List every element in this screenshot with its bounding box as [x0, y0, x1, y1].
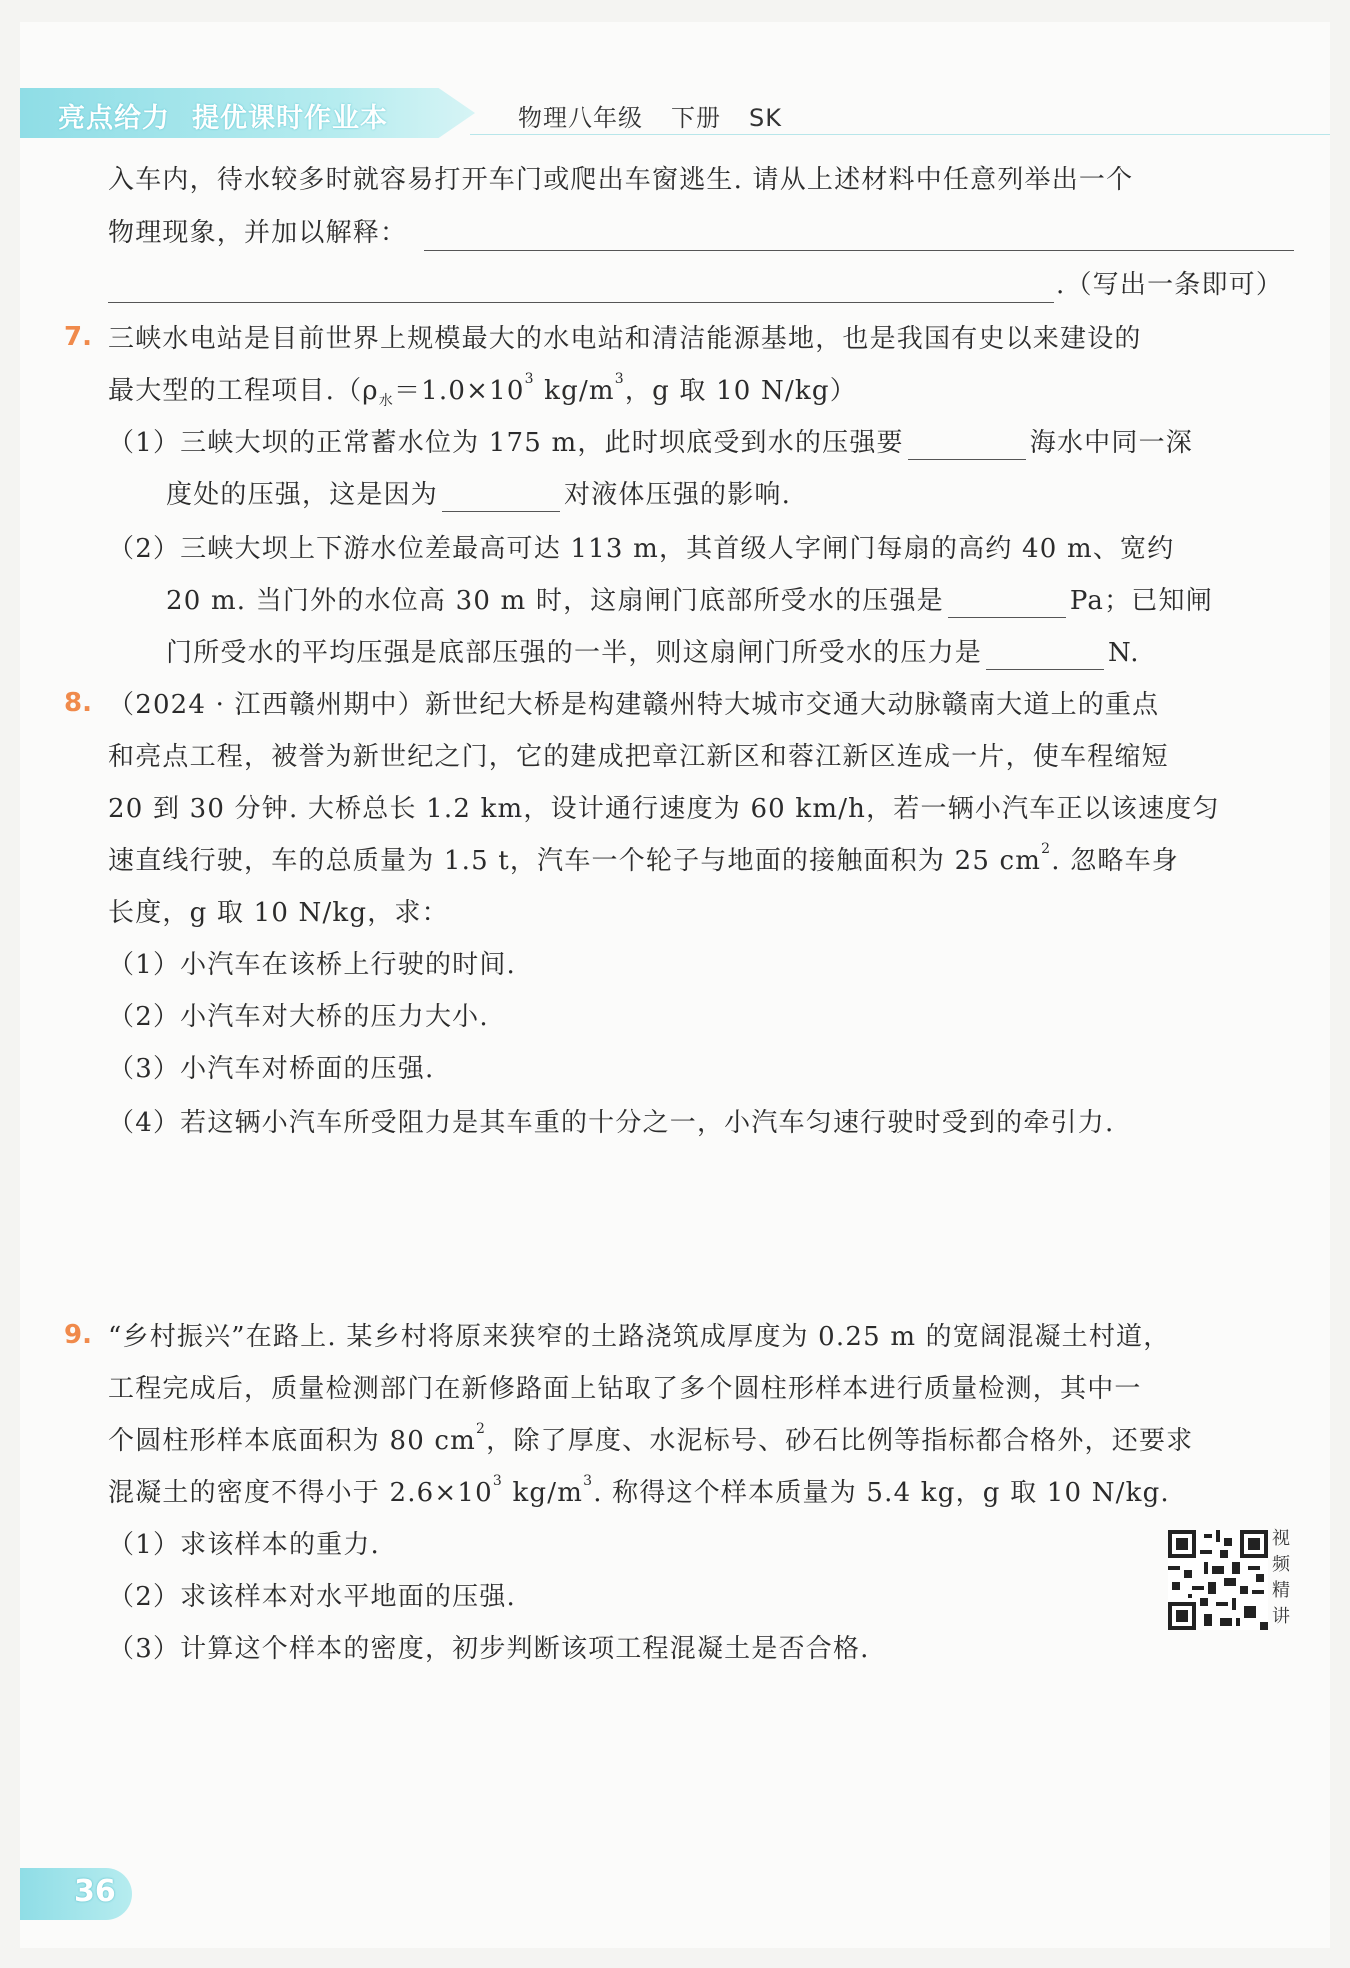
header-divider [470, 134, 1330, 135]
q7-p1b: 海水中同一深 [1029, 428, 1193, 458]
q8-l4a: 速直线行驶，车的总质量为 1.5 t，汽车一个轮子与地面的接触面积为 25 cm [108, 846, 1042, 876]
q7-blank-4[interactable] [986, 641, 1104, 670]
qr-code-icon[interactable] [1168, 1530, 1268, 1630]
q8-sub-1: （1）小汽车在该桥上行驶的时间. [108, 950, 517, 980]
q9-l3a: 个圆柱形样本底面积为 80 cm [108, 1426, 477, 1456]
q7-part2-line-3 [166, 636, 1140, 670]
q7-blank-1[interactable] [908, 431, 1026, 460]
q8-l4sup: 2 [1041, 841, 1052, 857]
q7-p2e: N. [1108, 638, 1140, 668]
cont-line-3: .（写出一条即可） [1056, 270, 1284, 300]
q8-sub-3: （3）小汽车对桥面的压强. [108, 1054, 435, 1084]
q9-line-1: “乡村振兴”在路上. 某乡村将原来狭窄的土路浇筑成厚度为 0.25 m 的宽阔混凝土村道， [108, 1322, 1171, 1352]
q8-line-2: 和亮点工程，被誉为新世纪之门，它的建成把章江新区和蓉江新区连成一片，使车程缩短 [108, 742, 1169, 772]
q8-sub-4: （4）若这辆小汽车所受阻力是其车重的十分之一，小汽车匀速行驶时受到的牵引力. [108, 1108, 1115, 1138]
q9-l3b: ，除了厚度、水泥标号、砂石比例等指标都合格外，还要求 [486, 1426, 1194, 1456]
q7-line-1: 三峡水电站是目前世界上规模最大的水电站和清洁能源基地，也是我国有史以来建设的 [108, 324, 1142, 354]
header-subject [518, 98, 810, 133]
q9-line-3 [108, 1421, 1194, 1458]
q9-sub-2: （2）求该样本对水平地面的压强. [108, 1582, 517, 1612]
qr-video-label: 视频精讲 [1272, 1528, 1290, 1627]
q7-blank-3[interactable] [948, 589, 1066, 618]
q9-number: 9. [64, 1320, 92, 1350]
q7-l2sup: 3 [524, 371, 535, 387]
answer-blank-line-2[interactable] [108, 302, 1054, 303]
q9-l4c: . 称得这个样本质量为 5.4 kg，g 取 10 N/kg. [593, 1478, 1170, 1508]
q7-p1d: 对液体压强的影响. [564, 480, 792, 510]
q7-part1-line-2 [166, 478, 791, 512]
q8-line-5: 长度，g 取 10 N/kg，求： [108, 898, 449, 928]
q7-l2sub: 水 [378, 393, 394, 410]
q7-line-2 [108, 371, 857, 418]
header-banner-title [58, 96, 410, 135]
q7-part2-line-1: （2）三峡大坝上下游水位差最高可达 113 m，其首级人字闸门每扇的高约 40 m、宽约 [108, 534, 1175, 564]
q9-line-2: 工程完成后，质量检测部门在新修路面上钻取了多个圆柱形样本进行质量检测，其中一 [108, 1374, 1142, 1404]
q7-p2b: 20 m. 当门外的水位高 30 m 时，这扇闸门底部所受水的压强是 [166, 586, 944, 616]
q7-p1c: 度处的压强，这是因为 [166, 480, 439, 510]
q7-part2-line-2 [166, 584, 1213, 618]
q9-line-4 [108, 1473, 1170, 1510]
page-number: 36 [74, 1874, 116, 1909]
q8-line-3: 20 到 30 分钟. 大桥总长 1.2 km，设计通行速度为 60 km/h，若一辆小汽车正以该速度匀 [108, 794, 1220, 824]
banner-right-text: 提优课时作业本 [192, 103, 388, 134]
cont-line-2: 物理现象，并加以解释： [108, 218, 408, 248]
q8-l4b: . 忽略车身 [1051, 846, 1179, 876]
q7-p1a: （1）三峡大坝的正常蓄水位为 175 m，此时坝底受到水的压强要 [108, 428, 904, 458]
q7-blank-2[interactable] [442, 483, 560, 512]
q9-sub-3: （3）计算这个样本的密度，初步判断该项工程混凝土是否合格. [108, 1634, 870, 1664]
q9-l4sup: 3 [492, 1473, 503, 1489]
subject-volume: 下册 [671, 104, 721, 132]
cont-line-1: 入车内，待水较多时就容易打开车门或爬出车窗逃生. 请从上述材料中任意列举出一个 [108, 165, 1134, 195]
q9-l4a: 混凝土的密度不得小于 2.6×10 [108, 1478, 493, 1508]
q9-sub-1: （1）求该样本的重力. [108, 1530, 381, 1560]
q8-number: 8. [64, 688, 92, 718]
q9-l3sup: 2 [476, 1421, 487, 1437]
q7-part1-line-1 [108, 426, 1193, 460]
answer-blank-line-1[interactable] [424, 250, 1294, 251]
q9-l4b: kg/m [503, 1478, 584, 1508]
q7-p2d: 门所受水的平均压强是底部压强的一半，则这扇闸门所受水的压力是 [166, 638, 983, 668]
q7-l2a: 最大型的工程项目.（ρ [108, 376, 379, 406]
q7-l2b: ＝1.0×10 [393, 376, 525, 406]
q8-line-4 [108, 841, 1179, 878]
q7-l2c: kg/m [534, 376, 615, 406]
banner-left-text: 亮点给力 [58, 103, 170, 134]
q7-l2sup2: 3 [614, 371, 625, 387]
q7-p2c: Pa；已知闸 [1069, 586, 1213, 616]
q8-line-1: （2024 · 江西赣州期中）新世纪大桥是构建赣州特大城市交通大动脉赣南大道上的重点 [108, 690, 1160, 720]
q7-l2d: ，g 取 10 N/kg） [624, 376, 857, 406]
q8-sub-2: （2）小汽车对大桥的压力大小. [108, 1002, 489, 1032]
subject-edition: SK [749, 104, 782, 132]
q9-l4sup2: 3 [583, 1473, 594, 1489]
subject-grade: 物理八年级 [518, 104, 643, 132]
q7-number: 7. [64, 322, 92, 352]
